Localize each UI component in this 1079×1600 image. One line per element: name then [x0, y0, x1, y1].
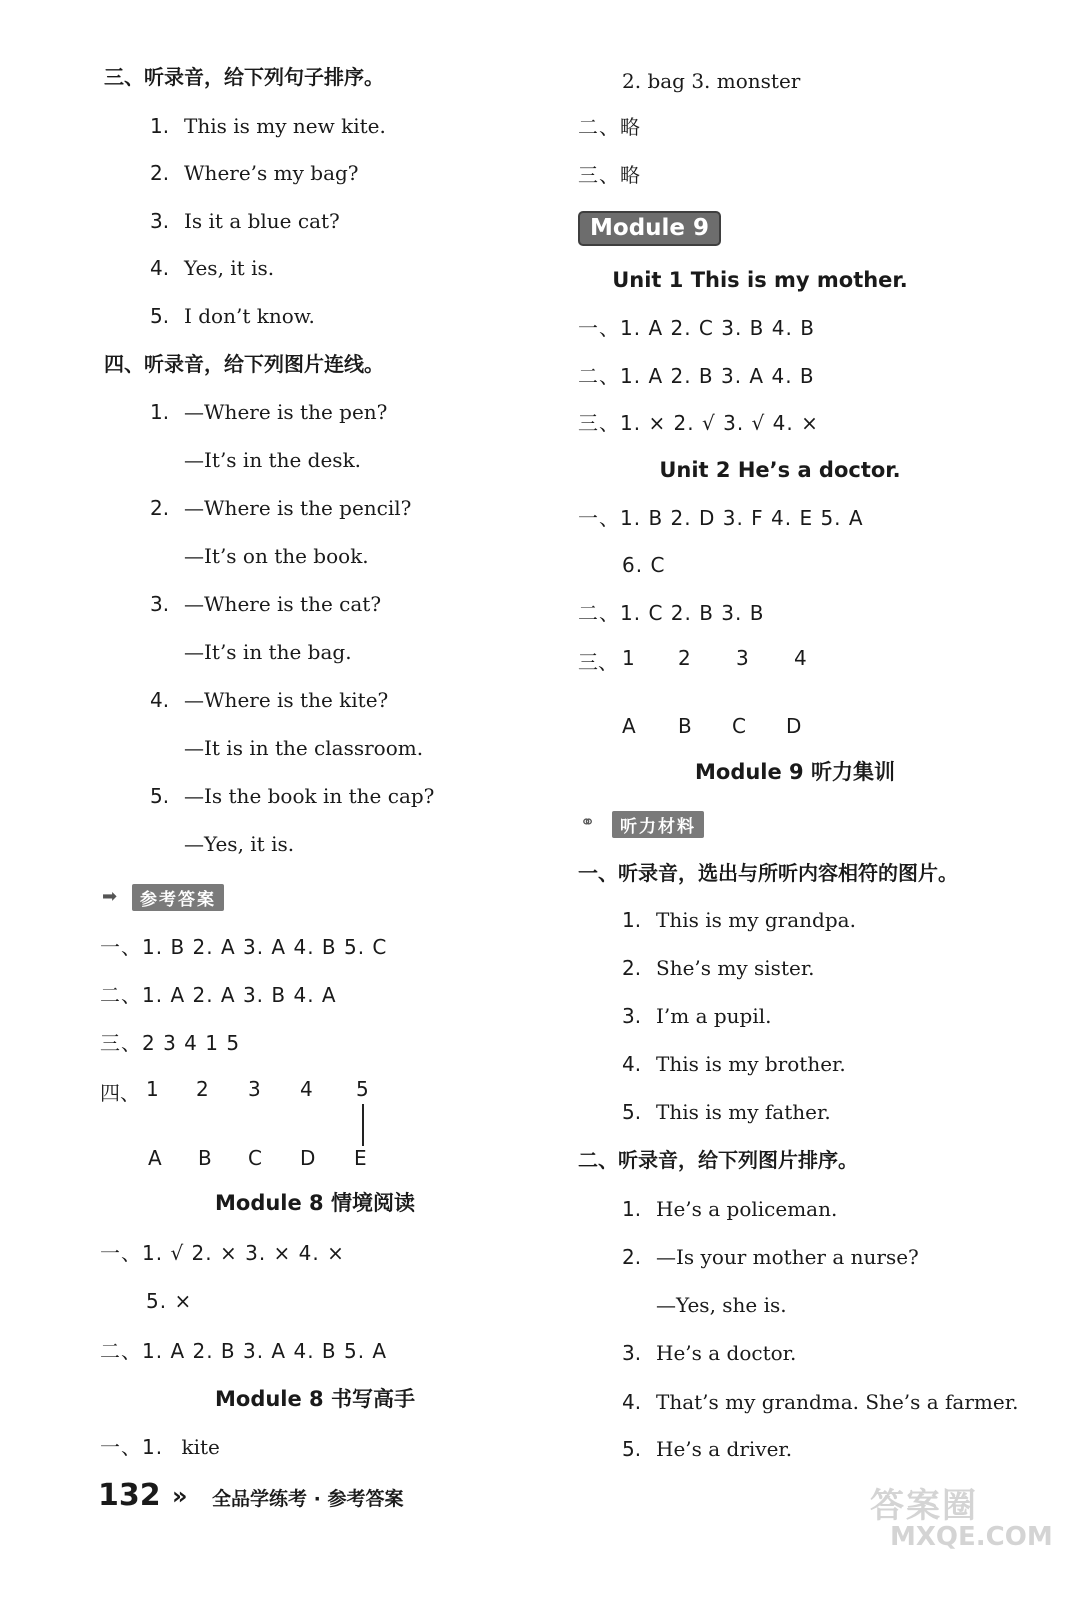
match-number: 5 — [356, 1077, 369, 1101]
watermark-logo — [870, 1478, 1053, 1552]
list-item: 5. I don’t know. — [150, 304, 315, 328]
chevron-right-icon: » — [172, 1482, 188, 1510]
module-badge: Module 9 — [578, 211, 721, 246]
answer-line: 一、1. kite — [100, 1435, 220, 1459]
list-item: 2. Where’s my bag? — [150, 161, 359, 185]
list-item: 2. She’s my sister. — [622, 956, 815, 980]
match-line — [362, 1104, 364, 1146]
match-label: 三、 — [578, 650, 618, 674]
answer-line: 三、略 — [578, 163, 641, 187]
writing-title: Module 8 书写高手 — [215, 1387, 415, 1411]
book-title: 全品学练考 · 参考答案 — [212, 1488, 404, 1510]
dialog-question: 2. —Where is the pencil? — [150, 496, 412, 520]
section-2-title: 二、听录音，给下列图片排序。 — [578, 1148, 858, 1172]
match-letter: D — [300, 1146, 316, 1170]
match-letter: D — [786, 714, 802, 738]
list-item: 5. He’s a driver. — [622, 1437, 793, 1461]
watermark-text: 答案圈 — [870, 1486, 978, 1526]
match-number: 3 — [736, 646, 749, 670]
match-letter: C — [732, 714, 746, 738]
match-letter: C — [248, 1146, 262, 1170]
dialog-answer: —Yes, she is. — [656, 1293, 787, 1317]
match-letter: B — [198, 1146, 212, 1170]
list-item: 3. I’m a pupil. — [622, 1004, 772, 1028]
dialog-question: 3. —Where is the cat? — [150, 592, 382, 616]
watermark-url: MXQE.COM — [890, 1522, 1053, 1552]
match-letter: B — [678, 714, 692, 738]
match-letter: A — [148, 1146, 162, 1170]
section-3-title: 三、听录音，给下列句子排序。 — [104, 65, 384, 89]
answer-line: 二、略 — [578, 115, 641, 139]
answer-line: 二、1. A 2. B 3. A 4. B 5. A — [100, 1339, 388, 1363]
match-number: 4 — [794, 646, 807, 670]
answer-tag: 参考答案 — [132, 884, 224, 911]
listening-title: Module 9 听力集训 — [695, 760, 895, 784]
continued-answer: 2. bag 3. monster — [622, 69, 801, 93]
answer-line: 二、1. A 2. B 3. A 4. B — [578, 364, 815, 388]
listening-tag: 听力材料 — [612, 811, 704, 838]
match-number: 4 — [300, 1077, 313, 1101]
list-item: 3. He’s a doctor. — [622, 1341, 797, 1365]
list-item: 2. —Is your mother a nurse? — [622, 1245, 919, 1269]
dialog-question: 5. —Is the book in the cap? — [150, 784, 435, 808]
answer-arrow-icon: ➡ — [102, 886, 118, 907]
list-item: 5. This is my father. — [622, 1100, 831, 1124]
dialog-answer: —It’s in the bag. — [184, 640, 352, 664]
list-item: 4. That’s my grandma. She’s a farmer. — [622, 1390, 1019, 1414]
match-number: 2 — [196, 1077, 209, 1101]
list-item: 1. This is my grandpa. — [622, 908, 856, 932]
page-number: 132 — [98, 1478, 161, 1513]
answer-line: 三、1. × 2. √ 3. √ 4. × — [578, 411, 819, 435]
answer-line: 二、1. A 2. A 3. B 4. A — [100, 983, 337, 1007]
answer-line: 6. C — [622, 553, 666, 577]
match-label: 四、 — [100, 1081, 140, 1105]
list-item: 1. He’s a policeman. — [622, 1197, 838, 1221]
dialog-answer: —Yes, it is. — [184, 832, 295, 856]
answer-line: 一、1. √ 2. × 3. × 4. × — [100, 1241, 345, 1265]
list-item: 1. This is my new kite. — [150, 114, 386, 138]
section-4-title: 四、听录音，给下列图片连线。 — [104, 352, 384, 376]
answer-line: 一、1. A 2. C 3. B 4. B — [578, 316, 815, 340]
list-item: 4. This is my brother. — [622, 1052, 846, 1076]
dialog-answer: —It’s in the desk. — [184, 448, 362, 472]
dialog-question: 4. —Where is the kite? — [150, 688, 389, 712]
match-number: 1 — [622, 646, 635, 670]
answer-line: 一、1. B 2. D 3. F 4. E 5. A — [578, 506, 864, 530]
answer-line: 5. × — [146, 1289, 193, 1313]
match-number: 2 — [678, 646, 691, 670]
answer-line: 二、1. C 2. B 3. B — [578, 601, 765, 625]
match-number: 1 — [146, 1077, 159, 1101]
dialog-question: 1. —Where is the pen? — [150, 400, 388, 424]
unit-2-title: Unit 2 He’s a doctor. — [659, 458, 901, 482]
list-item: 3. Is it a blue cat? — [150, 209, 340, 233]
match-letter: A — [622, 714, 636, 738]
reading-title: Module 8 情境阅读 — [215, 1191, 415, 1215]
dialog-answer: —It is in the classroom. — [184, 736, 424, 760]
match-letter: E — [354, 1146, 367, 1170]
headphones-icon: ⚭ — [580, 812, 596, 833]
unit-1-title: Unit 1 This is my mother. — [612, 268, 908, 292]
section-1-title: 一、听录音，选出与所听内容相符的图片。 — [578, 861, 958, 885]
match-number: 3 — [248, 1077, 261, 1101]
list-item: 4. Yes, it is. — [150, 256, 275, 280]
answer-line: 一、1. B 2. A 3. A 4. B 5. C — [100, 935, 388, 959]
dialog-answer: —It’s on the book. — [184, 544, 369, 568]
answer-line: 三、2 3 4 1 5 — [100, 1031, 241, 1055]
